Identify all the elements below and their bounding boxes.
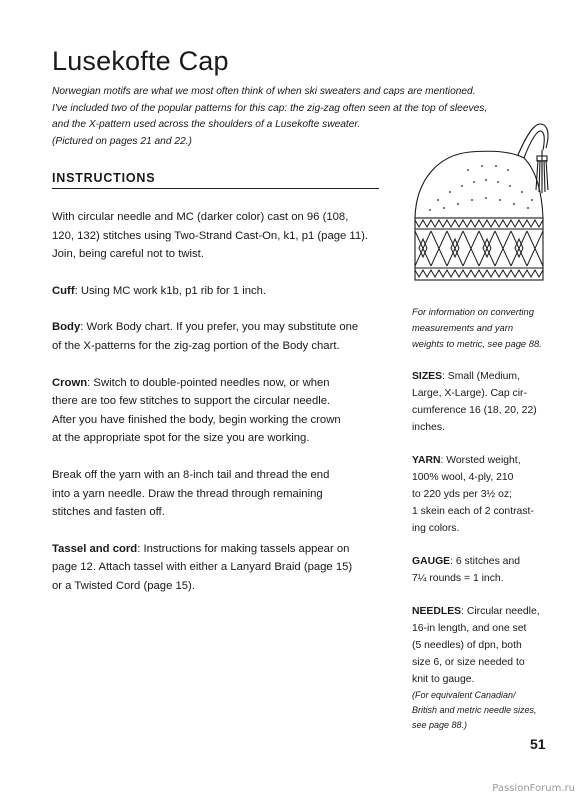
gauge-block bbox=[412, 553, 562, 587]
needles-line: (5 needles) of dpn, both bbox=[412, 640, 522, 651]
crown-paragraph bbox=[52, 374, 382, 448]
yarn-text: : Worsted weight, bbox=[440, 455, 521, 466]
text-line: With circular needle and MC (darker color) cast on 96 (108, bbox=[52, 211, 349, 223]
sizes-line: cumference 16 (18, 20, 22) bbox=[412, 405, 537, 416]
yarn-block bbox=[412, 452, 562, 537]
gauge-line: 7¼ rounds = 1 inch. bbox=[412, 573, 504, 584]
tassel-paragraph bbox=[52, 540, 382, 596]
yarn-line: ing colors. bbox=[412, 523, 460, 534]
needles-note-line: see page 88.) bbox=[412, 720, 468, 730]
intro-line: Norwegian motifs are what we most often think of when ski sweaters and caps are mentioned. bbox=[52, 86, 476, 97]
text-line: Join, being careful not to twist. bbox=[52, 248, 204, 261]
watermark: PassionForum.ru bbox=[492, 783, 575, 794]
tassel-label: Tassel and cord bbox=[52, 542, 138, 555]
text-line: page 12. Attach tassel with either a Lanyard Braid (page 15) bbox=[52, 561, 353, 574]
cuff-label: Cuff bbox=[52, 284, 75, 297]
note-line: measurements and yarn bbox=[412, 322, 514, 333]
crown-text: : Switch to double-pointed needles now, or when bbox=[87, 376, 330, 389]
sizes-line: inches. bbox=[412, 422, 445, 433]
sizes-line: Large, X-Large). Cap cir- bbox=[412, 388, 527, 399]
text-line: into a yarn needle. Draw the thread through remaining bbox=[52, 487, 323, 500]
page-number: 51 bbox=[530, 736, 546, 752]
yarn-line: 1 skein each of 2 contrast- bbox=[412, 506, 534, 517]
body-text: : Work Body chart. If you prefer, you may substitute one bbox=[80, 321, 359, 334]
sizes-block bbox=[412, 368, 562, 436]
body-label: Body bbox=[52, 321, 81, 334]
cuff-paragraph bbox=[52, 282, 382, 301]
gauge-label: GAUGE bbox=[412, 556, 451, 567]
text-line: After you have finished the body, begin working the crown bbox=[52, 413, 341, 426]
needles-note-line: (For equivalent Canadian/ bbox=[412, 690, 516, 700]
instructions-body bbox=[52, 208, 382, 614]
needles-text: : Circular needle, bbox=[461, 606, 540, 617]
metric-note bbox=[412, 304, 562, 352]
break-off-paragraph bbox=[52, 466, 382, 522]
body-paragraph bbox=[52, 318, 382, 355]
heading-rule bbox=[52, 188, 379, 189]
text-line: at the appropriate spot for the size you are working. bbox=[52, 432, 310, 445]
text-line: of the X-patterns for the zig-zag portion of the Body chart. bbox=[52, 339, 340, 352]
text-line: or a Twisted Cord (page 15). bbox=[52, 579, 195, 592]
gauge-text: : 6 stitches and bbox=[450, 556, 520, 567]
crown-label: Crown bbox=[52, 376, 88, 389]
note-line: For information on converting bbox=[412, 306, 534, 317]
needles-block bbox=[412, 603, 562, 733]
intro-line: and the X-pattern used across the shoulders of a Lusekofte sweater. bbox=[52, 119, 361, 130]
tassel-text: : Instructions for making tassels appear on bbox=[137, 542, 350, 555]
cap-illustration bbox=[408, 100, 558, 285]
needles-label: NEEDLES bbox=[412, 606, 462, 617]
needles-line: knit to gauge. bbox=[412, 674, 475, 685]
sizes-text: : Small (Medium, bbox=[442, 371, 520, 382]
cast-on-paragraph bbox=[52, 208, 382, 264]
page-title: Lusekofte Cap bbox=[52, 46, 229, 76]
needles-note-line: British and metric needle sizes, bbox=[412, 705, 537, 715]
instructions-heading: INSTRUCTIONS bbox=[52, 171, 156, 185]
intro-line: (Pictured on pages 21 and 22.) bbox=[52, 135, 192, 147]
cuff-text: : Using MC work k1b, p1 rib for 1 inch. bbox=[74, 284, 267, 297]
note-line: weights to metric, see page 88. bbox=[412, 338, 542, 349]
sizes-label: SIZES bbox=[412, 371, 443, 382]
sidebar bbox=[412, 304, 562, 749]
text-line: stitches and fasten off. bbox=[52, 506, 165, 519]
text-line: there are too few stitches to support the circular needle. bbox=[52, 395, 331, 408]
text-line: 120, 132) stitches using Two-Strand Cast-On, k1, p1 (page 11). bbox=[52, 229, 369, 242]
text-line: Break off the yarn with an 8-inch tail and thread the end bbox=[52, 468, 330, 481]
intro-line: I've included two of the popular patterns for this cap: the zig-zag often seen at the top of sleeves, bbox=[52, 102, 488, 114]
needles-line: 16-in length, and one set bbox=[412, 623, 527, 634]
yarn-line: 100% wool, 4-ply, 210 bbox=[412, 472, 514, 483]
yarn-line: to 220 yds per 3½ oz; bbox=[412, 489, 512, 500]
yarn-label: YARN bbox=[412, 455, 441, 466]
needles-line: size 6, or size needed to bbox=[412, 657, 525, 668]
